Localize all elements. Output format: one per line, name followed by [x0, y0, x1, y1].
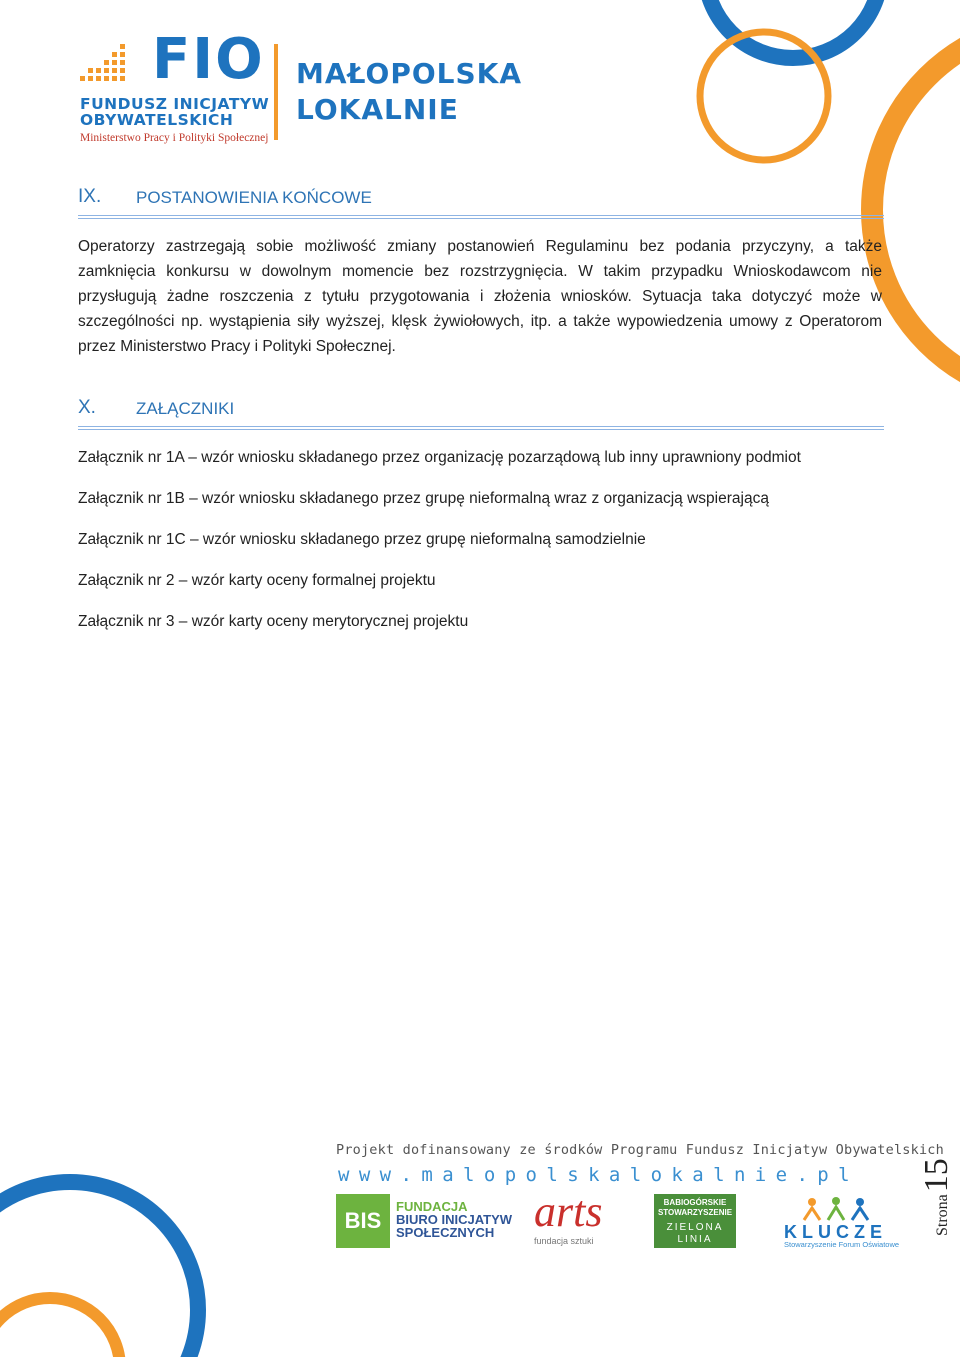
attachment-3: Załącznik nr 3 – wzór karty oceny merytorycznej projektu — [78, 613, 469, 630]
footer-website: www.malopolskalokalnie.pl — [338, 1164, 859, 1186]
footer-project-line: Projekt dofinansowany ze środków Programu Fundusz Inicjatyw Obywatelskich — [336, 1142, 944, 1158]
bis-line2: BIURO INICJATYW — [396, 1212, 513, 1227]
bsz-top2: STOWARZYSZENIE — [657, 1208, 733, 1217]
klucze-figures-icon — [800, 1196, 880, 1222]
section-x-rule — [78, 426, 884, 427]
section-ix-title: POSTANOWIENIA KOŃCOWE — [136, 188, 372, 207]
section-x-number: X. — [78, 397, 96, 418]
attachment-1a: Załącznik nr 1A – wzór wniosku składanego przez organizację pozarządową lub inny uprawniony podmiot — [78, 449, 801, 466]
section-ix-paragraph: Operatorzy zastrzegają sobie możliwość zmiany postanowień Regulaminu bez podania przyczyny, a także zamknięcia konkursu w dowolnym momencie bez rozstrzygnięcia. W takim przypadku Wnioskodawcom nie przysługują żadne roszczenia z tytułu przygotowania i złożenia wniosków. Sytuacja taka dotyczyć może w szczególności np. wystąpienia siły wyższej, klęsk żywiołowych, itp. a także wypowiedzenia umowy z Operatorom przez Ministerstwo Pracy i Polityki Społecznej. — [78, 238, 882, 355]
attachment-1c: Załącznik nr 1C – wzór wniosku składanego przez grupę nieformalną samodzielnie — [78, 531, 646, 548]
fio-logo-line1: FUNDUSZ INICJATYW — [80, 95, 270, 113]
section-x-rule-2 — [78, 429, 884, 430]
bsz-bottom2: LINIA — [677, 1234, 713, 1245]
fio-logo-subtitle — [80, 96, 269, 128]
fio-logo-word: FIO — [152, 27, 265, 92]
page-number-value: 15 — [918, 1158, 955, 1193]
page-label: Strona — [934, 1194, 951, 1236]
fio-logo-line2: OBYWATELSKICH — [80, 111, 234, 129]
fio-logo-ministry: Ministerstwo Pracy i Polityki Społecznej — [80, 132, 269, 144]
page-number — [918, 1158, 956, 1236]
zielona-linia-top — [654, 1198, 736, 1218]
section-ix-rule — [78, 215, 884, 216]
zielona-linia-bottom — [654, 1222, 736, 1246]
bis-logo-name — [396, 1200, 512, 1239]
attachment-1b: Załącznik nr 1B – wzór wniosku składanego przez grupę nieformalną wraz z organizacją wspierającą — [78, 490, 769, 507]
malopolska-logo-line1: MAŁOPOLSKA — [296, 57, 523, 90]
fio-dots-icon — [80, 40, 130, 84]
attachment-2: Załącznik nr 2 – wzór karty oceny formalnej projektu — [78, 572, 436, 589]
klucze-logo: KLUCZE — [784, 1222, 887, 1242]
bis-line3: SPOŁECZNYCH — [396, 1225, 495, 1240]
arts-logo: arts — [534, 1187, 603, 1236]
decorative-rings-bottom-left — [0, 1100, 240, 1357]
malopolska-logo-line2: LOKALNIE — [296, 93, 459, 126]
bsz-bottom1: ZIELONA — [666, 1222, 724, 1233]
bis-line1: FUNDACJA — [396, 1199, 468, 1214]
section-ix-rule-2 — [78, 218, 884, 219]
bsz-top1: BABIOGÓRSKIE — [663, 1198, 727, 1207]
bis-logo: BIS — [336, 1194, 390, 1248]
logo-divider — [274, 44, 278, 140]
klucze-logo-sub: Stowarzyszenie Forum Oświatowe — [784, 1240, 900, 1249]
section-x-title: ZAŁĄCZNIKI — [136, 399, 235, 418]
malopolska-lokalnie-logo — [296, 56, 522, 128]
section-ix-number: IX. — [78, 186, 102, 207]
arts-logo-sub: fundacja sztuki — [534, 1236, 594, 1246]
